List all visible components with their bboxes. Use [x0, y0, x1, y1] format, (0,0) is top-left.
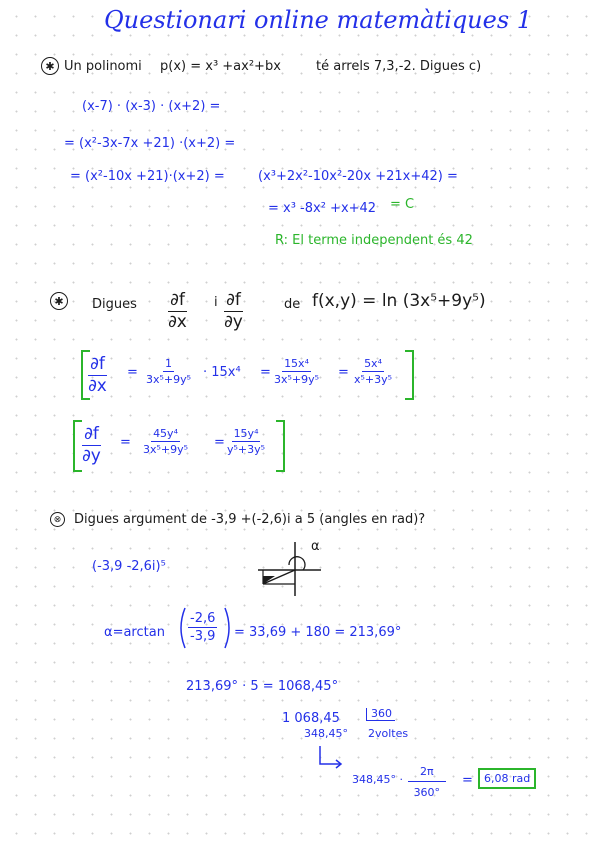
q3-div-quotient: 2voltes — [368, 727, 409, 740]
q2-answer-y-f1-num: 45y⁴ — [153, 427, 178, 440]
q3-expression: (-3,9 -2,6i)⁵ — [92, 559, 166, 574]
q2-answer-x-lhs-num: ∂f — [90, 354, 105, 374]
q2-answer-y-f2-den: y⁵+3y⁵ — [227, 443, 266, 456]
q2-partial-x-den: ∂x — [168, 312, 187, 332]
asterisk-icon: ✱ — [50, 292, 68, 310]
q2-answer-x-f3 — [354, 358, 392, 385]
equals-sign: = — [214, 435, 225, 450]
equals-sign: = — [260, 365, 271, 380]
q2-partial-y-den: ∂y — [224, 312, 243, 332]
equals-sign: = — [127, 365, 138, 380]
q3-div-divisor: 360 — [366, 708, 395, 721]
q3-div-dividend: 1 068,45 — [282, 711, 340, 726]
q3-alpha-rhs: = 33,69 + 180 = 213,69° — [234, 625, 402, 640]
q3-result-box: 6,08 rad — [478, 768, 536, 789]
q3-conversion-num: 2π — [408, 766, 446, 782]
q3-prompt: Digues argument de -3,9 +(-2,6)i a 5 (angles en rad)? — [74, 512, 426, 527]
q1-intro: Un polinomi — [64, 59, 142, 74]
q2-answer-y-lhs — [82, 426, 101, 465]
asterisk-icon: ✱ — [41, 57, 59, 75]
q3-conversion-lhs: 348,45° · — [352, 773, 403, 786]
q2-partial-y-num: ∂f — [226, 290, 241, 310]
q2-ask: Digues — [92, 297, 137, 312]
q2-answer-x-f1-num: 1 — [165, 357, 173, 370]
q1-step-3b: (x³+2x²-10x²-20x +21x+42) = — [258, 169, 458, 184]
q2-answer-y-f1 — [143, 428, 188, 455]
q2-partial-x-num: ∂f — [170, 290, 185, 310]
down-right-arrow-icon — [316, 744, 346, 770]
q2-answer-y-f2-num: 15y⁴ — [233, 427, 259, 440]
q2-answer-x-bracket-right — [405, 350, 414, 400]
q2-partial-y — [224, 292, 243, 331]
q3-conversion-equals: = — [462, 773, 473, 788]
q3-alpha-lhs: α=arctan — [104, 625, 165, 640]
q2-answer-y-bracket-right — [276, 420, 285, 472]
q2-answer-y-f2 — [227, 428, 265, 455]
page-title: Questionari online matemàtiques 1 — [104, 6, 533, 34]
q2-partial-x — [168, 292, 187, 331]
q2-answer-x-f2-den: 3x⁵+9y⁵ — [274, 373, 320, 386]
q2-answer-x-mult: · 15x⁴ — [203, 365, 241, 380]
q2-answer-y-lhs-num: ∂f — [84, 424, 99, 444]
q2-answer-y-f1-den: 3x⁵+9y⁵ — [143, 443, 189, 456]
q2-answer-x-lhs — [88, 356, 107, 395]
q2-answer-x-f2-num: 15x⁴ — [284, 357, 309, 370]
q1-step-3a: = (x²-10x +21)·(x+2) = — [70, 169, 225, 184]
q3-times-five: 213,69° · 5 = 1068,45° — [186, 679, 339, 694]
q2-answer-x-f1 — [146, 358, 191, 385]
q2-answer-y-lhs-den: ∂y — [82, 446, 101, 466]
q1-polynomial: p(x) = x³ +ax²+bx — [160, 59, 281, 74]
q2-answer-x-lhs-den: ∂x — [88, 376, 107, 396]
q1-c-label: = C — [390, 197, 415, 212]
q3-arctan-den: -3,9 — [190, 629, 216, 644]
q2-conjunction: i — [214, 295, 218, 310]
q1-answer: R: El terme independent és 42 — [275, 233, 473, 248]
q1-step-4: = x³ -8x² +x+42 — [268, 201, 377, 216]
q3-arctan-fraction — [188, 612, 217, 643]
q2-answer-x-f3-den: x⁵+3y⁵ — [354, 373, 393, 386]
q3-alpha-label: α — [311, 539, 320, 554]
equals-sign: = — [338, 365, 349, 380]
cross-circle-icon: ⊗ — [50, 512, 65, 527]
q2-answer-x-f2 — [274, 358, 319, 385]
q1-roots: té arrels 7,3,-2. Digues c) — [316, 59, 482, 74]
q2-function: f(x,y) = ln (3x⁵+9y⁵) — [312, 291, 486, 311]
q2-answer-x-f1-den: 3x⁵+9y⁵ — [146, 373, 192, 386]
q1-step-1: (x-7) · (x-3) · (x+2) = — [82, 99, 221, 114]
q2-answer-y-bracket-left — [73, 420, 82, 472]
q2-answer-x-f3-num: 5x⁴ — [364, 357, 382, 370]
q3-div-remainder: 348,45° — [304, 727, 348, 740]
q1-step-2: = (x²-3x-7x +21) ·(x+2) = — [64, 136, 236, 151]
q3-arctan-num: -2,6 — [190, 611, 216, 626]
q3-conversion-den: 360° — [413, 786, 441, 799]
q2-de: de — [284, 297, 301, 312]
q3-conversion-fraction — [408, 766, 446, 798]
equals-sign: = — [120, 435, 131, 450]
